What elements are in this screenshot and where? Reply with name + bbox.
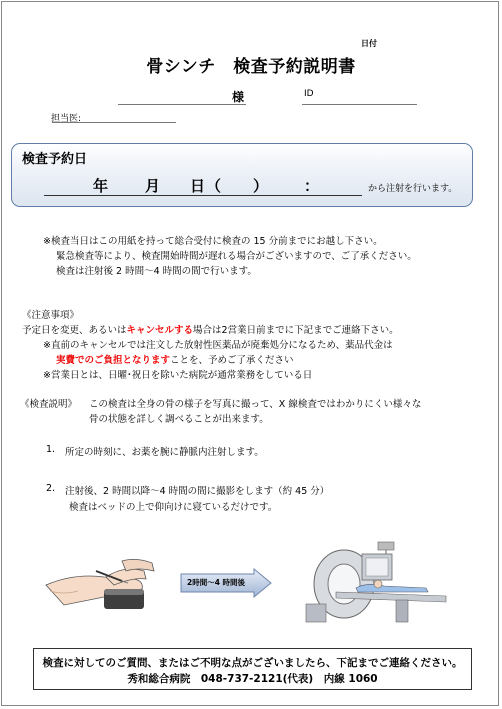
contact-line-2: 秀和総合病院 048-737-2121(代表) 内線 1060: [127, 673, 378, 685]
contact-line-1: 検査に対してのご質問、またはご不明な点がございましたら、下記までご連絡ください。: [42, 657, 463, 669]
day-label: 日: [190, 177, 206, 195]
id-label: ID: [304, 89, 314, 99]
step-2-number: 2.: [46, 483, 56, 494]
appointment-tail: から注射を行います。: [368, 184, 458, 194]
weekday-open-paren: （: [206, 177, 222, 195]
doctor-label: 担当医:: [51, 114, 82, 124]
cautions-line-2: ※直前のキャンセルでは注文した放射性医薬品が廃棄処分になるため、薬品代金は: [43, 340, 393, 351]
step-2-text: 注射後、2 時間以降～4 時間の間に撮影をします（約 45 分）: [65, 486, 330, 497]
appointment-heading: 検査予約日: [22, 152, 88, 167]
explanation-text-2: 骨の状態を詳しく調べることが出来ます。: [89, 414, 269, 425]
cautions-line-3: 実費でのご負担となりますことを、予めご了承ください: [56, 355, 294, 366]
year-label: 年: [93, 177, 109, 195]
intro-note-2: 緊急検査等により、検査開始時間が遅れる場合がございますので、ご了承ください。: [56, 251, 417, 262]
document-title: 骨シンチ 検査予約説明書: [146, 57, 356, 77]
cautions-heading: 《注意事項》: [22, 310, 80, 321]
patient-name-line: [118, 104, 246, 105]
month-label: 月: [145, 177, 161, 195]
step-1-number: 1.: [46, 444, 56, 455]
weekday-close-paren: ）: [253, 177, 269, 195]
step-1-text: 所定の時刻に、お薬を腕に静脈内注射します。: [65, 447, 264, 458]
intro-note-3: 検査は注射後 2 時間～4 時間の間で行います。: [56, 266, 257, 277]
date-underline: [44, 195, 362, 196]
intro-note-1: ※検査当日はこの用紙を持って総合受付に検査の 15 分前までにお越し下さい。: [43, 236, 383, 247]
cautions-line-1: 予定日を変更、あるいはキャンセルする場合は2営業日前までに下記までご連絡下さい。: [22, 325, 399, 336]
contact-box: [33, 648, 472, 690]
arrow-label: 2時間～4 時間後: [187, 578, 246, 587]
explanation-text-1: この検査は全身の骨の様子を写真に撮って、X 線検査ではわかりにくい様々な: [89, 399, 422, 410]
id-line: [302, 104, 417, 105]
patient-suffix: 様: [232, 90, 245, 104]
time-colon: ：: [304, 177, 320, 195]
injection-illustration: [44, 555, 170, 635]
date-label: 日付: [361, 39, 377, 48]
cautions-line-4: ※営業日とは、日曜･祝日を除いた病院が通常業務をしている日: [43, 370, 313, 381]
step-2-text-2: 検査はベッドの上で仰向けに寝ているだけです。: [69, 502, 278, 513]
doctor-line: [52, 122, 176, 123]
scanner-illustration: [296, 540, 456, 628]
explanation-heading: 《検査説明》: [20, 399, 78, 410]
